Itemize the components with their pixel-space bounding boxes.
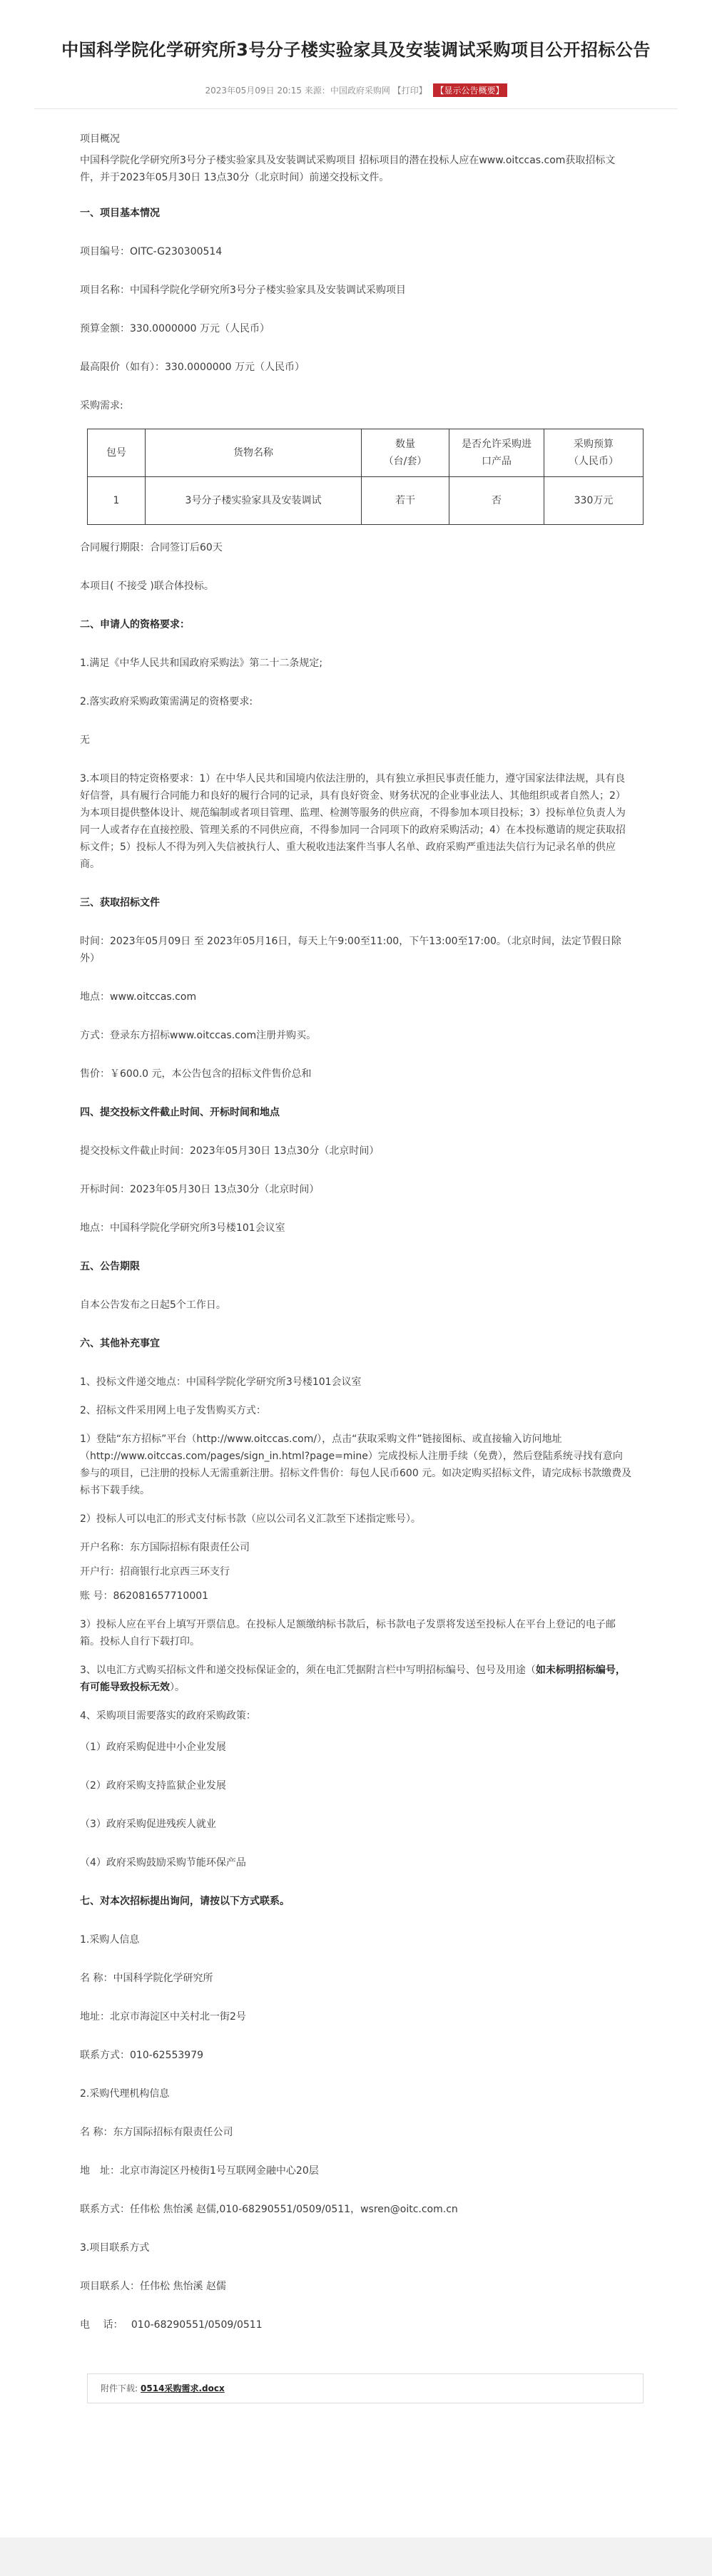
supplement-item-2: 2、招标文件采用网上电子发售购买方式：	[80, 1405, 266, 1416]
qualification-item-3: 3.本项目的特定资格要求：1）在中华人民共和国境内依法注册的，具有独立承担民事责任能力，遵守国家法律法规，具有良好信誉，具有履行合同能力和良好的履行合同的记录，具有良好资金、财务状况的企业事业法人、其他组织或者自然人；2）为本项目提供整体设计、规范编制或者项目管理、监理、检测等服务的供应商，不得参加本项目投标；3）投标单位负责人为同一人或者存在直接控股、管理关系的不同供应商，不得参加同一合同项下的政府采购活动；4）在本投标邀请的规定获取招标文件；5）投标人不得为列入失信被执行人、重大税收违法案件当事人名单、政府采购严重违法失信行为记录名单的供应商。	[80, 773, 626, 870]
footer-strip	[0, 2537, 712, 2576]
obtain-method: 方式：登录东方招标www.oitccas.com注册并购买。	[80, 1030, 317, 1041]
table-header: 包号	[88, 429, 146, 477]
supplement-item-3-text: 3、以电汇方式购买招标文件和递交投标保证金的，须在电汇凭据附言栏中写明招标编号、包号及用途（	[80, 1665, 536, 1676]
project-contact-person: 项目联系人：任伟松 焦怡溪 赵儒	[80, 2281, 226, 2292]
requirement-table	[87, 429, 644, 525]
page-title: 中国科学院化学研究所3号分子楼实验家具及安装调试采购项目公开招标公告	[61, 40, 651, 60]
policy-item: （3）政府采购促进残疾人就业	[80, 1819, 216, 1830]
joint-bid: 本项目( 不接受 )联合体投标。	[80, 581, 214, 592]
requirement-label: 采购需求:	[80, 400, 123, 412]
section4-heading: 四、提交投标文件截止时间、开标时间和地点	[80, 1107, 280, 1118]
overview-text: 中国科学院化学研究所3号分子楼实验家具及安装调试采购项目 招标项目的潜在投标人应在www.oitccas.com获取招标文件，并于2023年05月30日 13点30分（北京时间）前递交投标文件。	[80, 155, 616, 183]
supplement-item-2-2: 2）投标人可以电汇的形式支付标书款（应以公司名义汇款至下述指定账号）。	[80, 1513, 421, 1525]
show-summary-button[interactable]: 【显示公告概要】	[433, 83, 507, 97]
table-cell: 若干	[362, 477, 449, 525]
attachment-label: 附件下载:	[101, 2383, 138, 2393]
agency-name: 名 称：东方国际招标有限责任公司	[80, 2127, 233, 2138]
table-cell: 3号分子楼实验家具及安装调试	[146, 477, 362, 525]
buyer-address: 地址：北京市海淀区中关村北一街2号	[80, 2011, 246, 2023]
budget-amount: 预算金额：330.0000000 万元（人民币）	[80, 323, 270, 334]
supplement-item-2-1: 1）登陆“东方招标”平台（http://www.oitccas.com/），点击“获取采购文件”链接图标、或直接输入访问地址（http://www.oitccas.com/pages/sign_in.html?page=mine）完成投标人注册手续（免费），然后登陆系统寻找有意向参与的项目，已注册的投标人无需重新注册。招标文件售价：每包人民币600 元。如决定购买招标文件，请完成标书款缴费及标书下载手续。	[80, 1433, 632, 1496]
table-header: 是否允许采购进 口产品	[449, 429, 544, 477]
supplement-item-3	[80, 1662, 632, 1696]
section1-heading: 一、项目基本情况	[80, 208, 160, 219]
supplement-item-4: 4、采购项目需要落实的政府采购政策：	[80, 1710, 256, 1722]
table-row	[88, 477, 644, 525]
section7-heading: 七、对本次招标提出询问，请按以下方式联系。	[80, 1896, 290, 1907]
table-header-row	[88, 429, 644, 477]
source-label: 来源：	[304, 86, 330, 96]
obtain-price: 售价：￥600.0 元，本公告包含的招标文件售价总和	[80, 1068, 312, 1080]
bank-account-name: 开户名称：东方国际招标有限责任公司	[80, 1542, 250, 1553]
project-name: 项目名称：中国科学院化学研究所3号分子楼实验家具及安装调试采购项目	[80, 285, 406, 296]
obtain-place: 地点：www.oitccas.com	[80, 991, 197, 1003]
supplement-item-3-warning: 如未标明招标编号，有可能导致投标无效	[80, 1665, 626, 1693]
agency-address: 地 址：北京市海淀区丹棱街1号互联网金融中心20层	[80, 2165, 319, 2177]
qualification-item-2-value: 无	[80, 735, 90, 746]
agency-contact: 联系方式：任伟松 焦怡溪 赵儒,010-68290551/0509/0511，wsren@oitc.com.cn	[80, 2204, 458, 2215]
qualification-item-2: 2.落实政府采购政策需满足的资格要求:	[80, 696, 253, 707]
policy-item: （2）政府采购支持监狱企业发展	[80, 1780, 226, 1792]
bank-account-number: 账 号：862081657710001	[80, 1590, 209, 1602]
obtain-time: 时间：2023年05月09日 至 2023年05月16日，每天上午9:00至11:00，下午13:00至17:00。（北京时间，法定节假日除外）	[80, 936, 621, 964]
qualification-item-1: 1.满足《中华人民共和国政府采购法》第二十二条规定;	[80, 658, 323, 669]
section6-heading: 六、其他补充事宜	[80, 1338, 160, 1349]
buyer-heading: 1.采购人信息	[80, 1934, 140, 1946]
project-number: 项目编号：OITC-G230300514	[80, 246, 223, 257]
attachment-download-link[interactable]: 0514采购需求.docx	[141, 2383, 225, 2393]
table-cell: 1	[88, 477, 146, 525]
table-header: 货物名称	[146, 429, 362, 477]
table-header: 采购预算 （人民币）	[544, 429, 644, 477]
source-name: 中国政府采购网	[330, 86, 390, 96]
agency-heading: 2.采购代理机构信息	[80, 2088, 170, 2100]
announcement-period: 自本公告发布之日起5个工作日。	[80, 1299, 226, 1311]
overview-heading: 项目概况	[80, 133, 120, 145]
section2-heading: 二、申请人的资格要求：	[80, 619, 190, 630]
attachment-box	[87, 2373, 644, 2403]
submission-deadline: 提交投标文件截止时间：2023年05月30日 13点30分（北京时间）	[80, 1145, 380, 1157]
print-link[interactable]: 【打印】	[392, 86, 427, 96]
buyer-contact: 联系方式：010-62553979	[80, 2050, 204, 2061]
publish-date: 2023年05月09日 20:15	[205, 86, 302, 96]
policy-item: （1）政府采购促进中小企业发展	[80, 1742, 226, 1753]
project-contact-heading: 3.项目联系方式	[80, 2242, 150, 2254]
bank-branch: 开户行：招商银行北京西三环支行	[80, 1566, 230, 1578]
project-phone: 电 话： 010-68290551/0509/0511	[80, 2319, 263, 2331]
opening-time: 开标时间：2023年05月30日 13点30分（北京时间）	[80, 1184, 320, 1195]
supplement-item-3-end: ）。	[170, 1682, 185, 1693]
supplement-item-2-3: 3）投标人应在平台上填写开票信息。在投标人足额缴纳标书款后，标书款电子发票将发送至投标人在平台上登记的电子邮箱。投标人自行下载打印。	[80, 1619, 616, 1647]
table-cell: 否	[449, 477, 544, 525]
supplement-item-1: 1、投标文件递交地点：中国科学院化学研究所3号楼101会议室	[80, 1376, 362, 1388]
opening-place: 地点：中国科学院化学研究所3号楼101会议室	[80, 1222, 285, 1234]
meta-line	[0, 83, 712, 97]
article-content	[0, 109, 712, 2403]
section5-heading: 五、公告期限	[80, 1261, 140, 1272]
table-header: 数量 （台/套）	[362, 429, 449, 477]
table-cell: 330万元	[544, 477, 644, 525]
max-price: 最高限价（如有）：330.0000000 万元（人民币）	[80, 362, 305, 373]
buyer-name: 名 称：中国科学院化学研究所	[80, 1973, 213, 1984]
policy-item: （4）政府采购鼓励采购节能环保产品	[80, 1857, 246, 1869]
section3-heading: 三、获取招标文件	[80, 897, 160, 909]
contract-term: 合同履行期限：合同签订后60天	[80, 542, 223, 553]
